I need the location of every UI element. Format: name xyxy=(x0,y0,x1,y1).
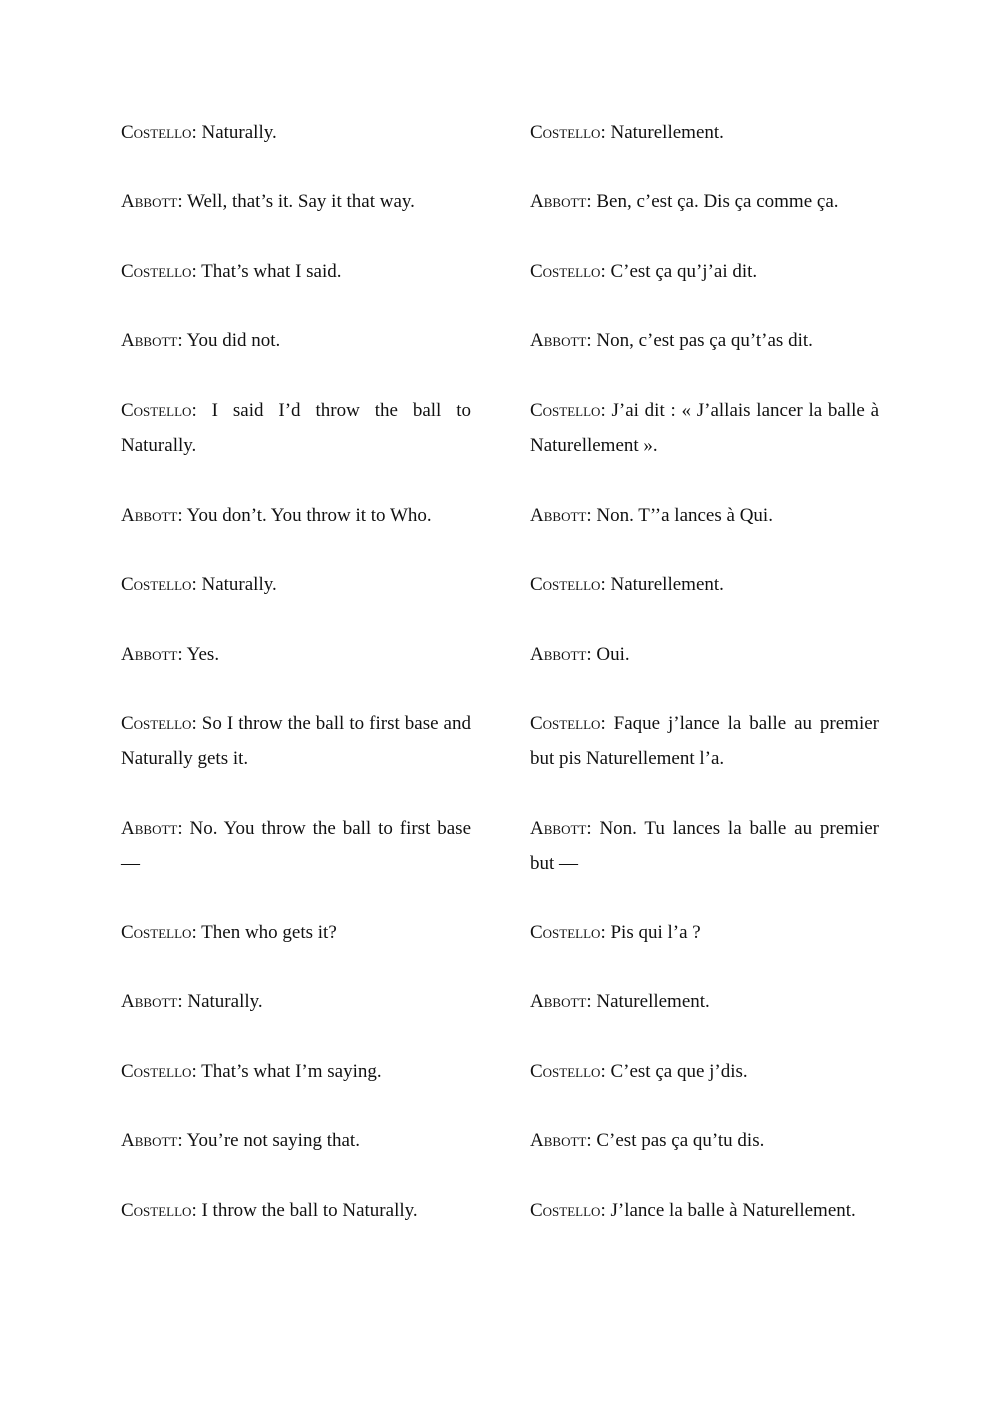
separator: : xyxy=(177,644,183,665)
speaker-name: Abbott xyxy=(530,644,587,665)
separator: : xyxy=(600,261,606,282)
french-line xyxy=(530,1193,879,1228)
line-text: Pis qui l’a ? xyxy=(610,922,701,943)
speaker-name: Abbott xyxy=(530,991,587,1012)
separator: : xyxy=(191,1061,197,1082)
separator: : xyxy=(586,505,592,526)
line-text: No. You throw the ball to first base— xyxy=(121,818,471,874)
english-line xyxy=(121,706,471,776)
speaker-name: Abbott xyxy=(530,191,587,212)
line-text: That’s what I’m saying. xyxy=(201,1061,382,1082)
separator: : xyxy=(586,991,592,1012)
english-line xyxy=(121,1054,471,1089)
separator: : xyxy=(600,713,606,734)
speaker-name: Abbott xyxy=(530,818,587,839)
speaker-name: Costello xyxy=(530,261,601,282)
speaker-name: Abbott xyxy=(530,330,587,351)
speaker-name: Costello xyxy=(530,574,601,595)
line-text: I throw the ball to Naturally. xyxy=(201,1200,418,1221)
speaker-name: Costello xyxy=(530,922,601,943)
speaker-name: Abbott xyxy=(121,330,178,351)
line-text: I said I’d throw the ball to Naturally. xyxy=(121,400,472,456)
separator: : xyxy=(177,505,183,526)
speaker-name: Costello xyxy=(121,1061,192,1082)
line-text: Non, c’est pas ça qu’t’as dit. xyxy=(596,330,813,351)
separator: : xyxy=(600,122,606,143)
french-line xyxy=(530,984,879,1019)
separator: : xyxy=(600,1061,606,1082)
speaker-name: Abbott xyxy=(121,644,178,665)
line-text: Naturellement. xyxy=(596,991,710,1012)
english-line xyxy=(121,567,471,602)
separator: : xyxy=(191,922,197,943)
line-text: Oui. xyxy=(596,644,630,665)
separator: : xyxy=(177,330,183,351)
english-line xyxy=(121,498,471,533)
french-line xyxy=(530,567,879,602)
french-line xyxy=(530,706,879,776)
english-line xyxy=(121,115,471,150)
speaker-name: Costello xyxy=(530,400,601,421)
french-line xyxy=(530,254,879,289)
english-line xyxy=(121,984,471,1019)
line-text: That’s what I said. xyxy=(201,261,342,282)
separator: : xyxy=(177,191,183,212)
speaker-name: Abbott xyxy=(121,991,178,1012)
line-text: Naturally. xyxy=(201,122,277,143)
line-text: Then who gets it? xyxy=(201,922,337,943)
line-text: You’re not saying that. xyxy=(186,1130,360,1151)
french-line xyxy=(530,811,879,881)
english-line xyxy=(121,254,471,289)
line-text: So I throw the ball to first base and Naturally gets it. xyxy=(121,713,471,769)
line-text: Ben, c’est ça. Dis ça comme ça. xyxy=(596,191,839,212)
line-text: J’ai dit : « J’allais lancer la balle à Naturellement ». xyxy=(530,400,880,456)
english-line xyxy=(121,1123,471,1158)
separator: : xyxy=(586,644,592,665)
separator: : xyxy=(191,1200,197,1221)
line-text: Yes. xyxy=(186,644,220,665)
separator: : xyxy=(177,991,183,1012)
line-text: Non. Tu lances la balle au premier but — xyxy=(530,818,879,874)
separator: : xyxy=(586,191,592,212)
french-line xyxy=(530,393,879,463)
speaker-name: Costello xyxy=(121,713,192,734)
speaker-name: Costello xyxy=(121,122,192,143)
french-line xyxy=(530,1054,879,1089)
line-text: You don’t. You throw it to Who. xyxy=(186,505,432,526)
speaker-name: Costello xyxy=(530,122,601,143)
speaker-name: Abbott xyxy=(121,505,178,526)
english-line xyxy=(121,184,471,219)
line-text: Naturellement. xyxy=(610,574,724,595)
speaker-name: Abbott xyxy=(530,505,587,526)
speaker-name: Costello xyxy=(530,1200,601,1221)
separator: : xyxy=(191,122,197,143)
french-line xyxy=(530,323,879,358)
line-text: You did not. xyxy=(186,330,281,351)
french-line xyxy=(530,637,879,672)
speaker-name: Abbott xyxy=(121,818,178,839)
french-line xyxy=(530,915,879,950)
separator: : xyxy=(177,1130,183,1151)
english-line xyxy=(121,915,471,950)
speaker-name: Costello xyxy=(121,1200,192,1221)
speaker-name: Abbott xyxy=(121,1130,178,1151)
separator: : xyxy=(191,574,197,595)
separator: : xyxy=(600,574,606,595)
speaker-name: Abbott xyxy=(121,191,178,212)
separator: : xyxy=(600,922,606,943)
separator: : xyxy=(177,818,183,839)
speaker-name: Costello xyxy=(530,713,601,734)
english-line xyxy=(121,1193,471,1228)
separator: : xyxy=(191,400,197,421)
french-line xyxy=(530,1123,879,1158)
line-text: Naturally. xyxy=(187,991,263,1012)
french-line xyxy=(530,115,879,150)
speaker-name: Costello xyxy=(121,922,192,943)
speaker-name: Abbott xyxy=(530,1130,587,1151)
separator: : xyxy=(191,713,197,734)
line-text: Naturellement. xyxy=(610,122,724,143)
separator: : xyxy=(586,1130,592,1151)
separator: : xyxy=(600,1200,606,1221)
english-line xyxy=(121,393,471,463)
line-text: C’est pas ça qu’tu dis. xyxy=(596,1130,765,1151)
line-text: Faque j’lance la balle au premier but pis Naturellement l’a. xyxy=(530,713,880,769)
line-text: Well, that’s it. Say it that way. xyxy=(187,191,415,212)
speaker-name: Costello xyxy=(121,574,192,595)
line-text: J’lance la balle à Naturellement. xyxy=(610,1200,856,1221)
separator: : xyxy=(586,330,592,351)
english-line xyxy=(121,637,471,672)
french-line xyxy=(530,184,879,219)
english-line xyxy=(121,811,471,881)
line-text: Non. T’’a lances à Qui. xyxy=(596,505,773,526)
separator: : xyxy=(586,818,592,839)
line-text: C’est ça qu’j’ai dit. xyxy=(610,261,758,282)
english-line xyxy=(121,323,471,358)
speaker-name: Costello xyxy=(121,400,192,421)
line-text: Naturally. xyxy=(201,574,277,595)
line-text: C’est ça que j’dis. xyxy=(610,1061,748,1082)
separator: : xyxy=(191,261,197,282)
speaker-name: Costello xyxy=(530,1061,601,1082)
french-line xyxy=(530,498,879,533)
speaker-name: Costello xyxy=(121,261,192,282)
separator: : xyxy=(600,400,606,421)
